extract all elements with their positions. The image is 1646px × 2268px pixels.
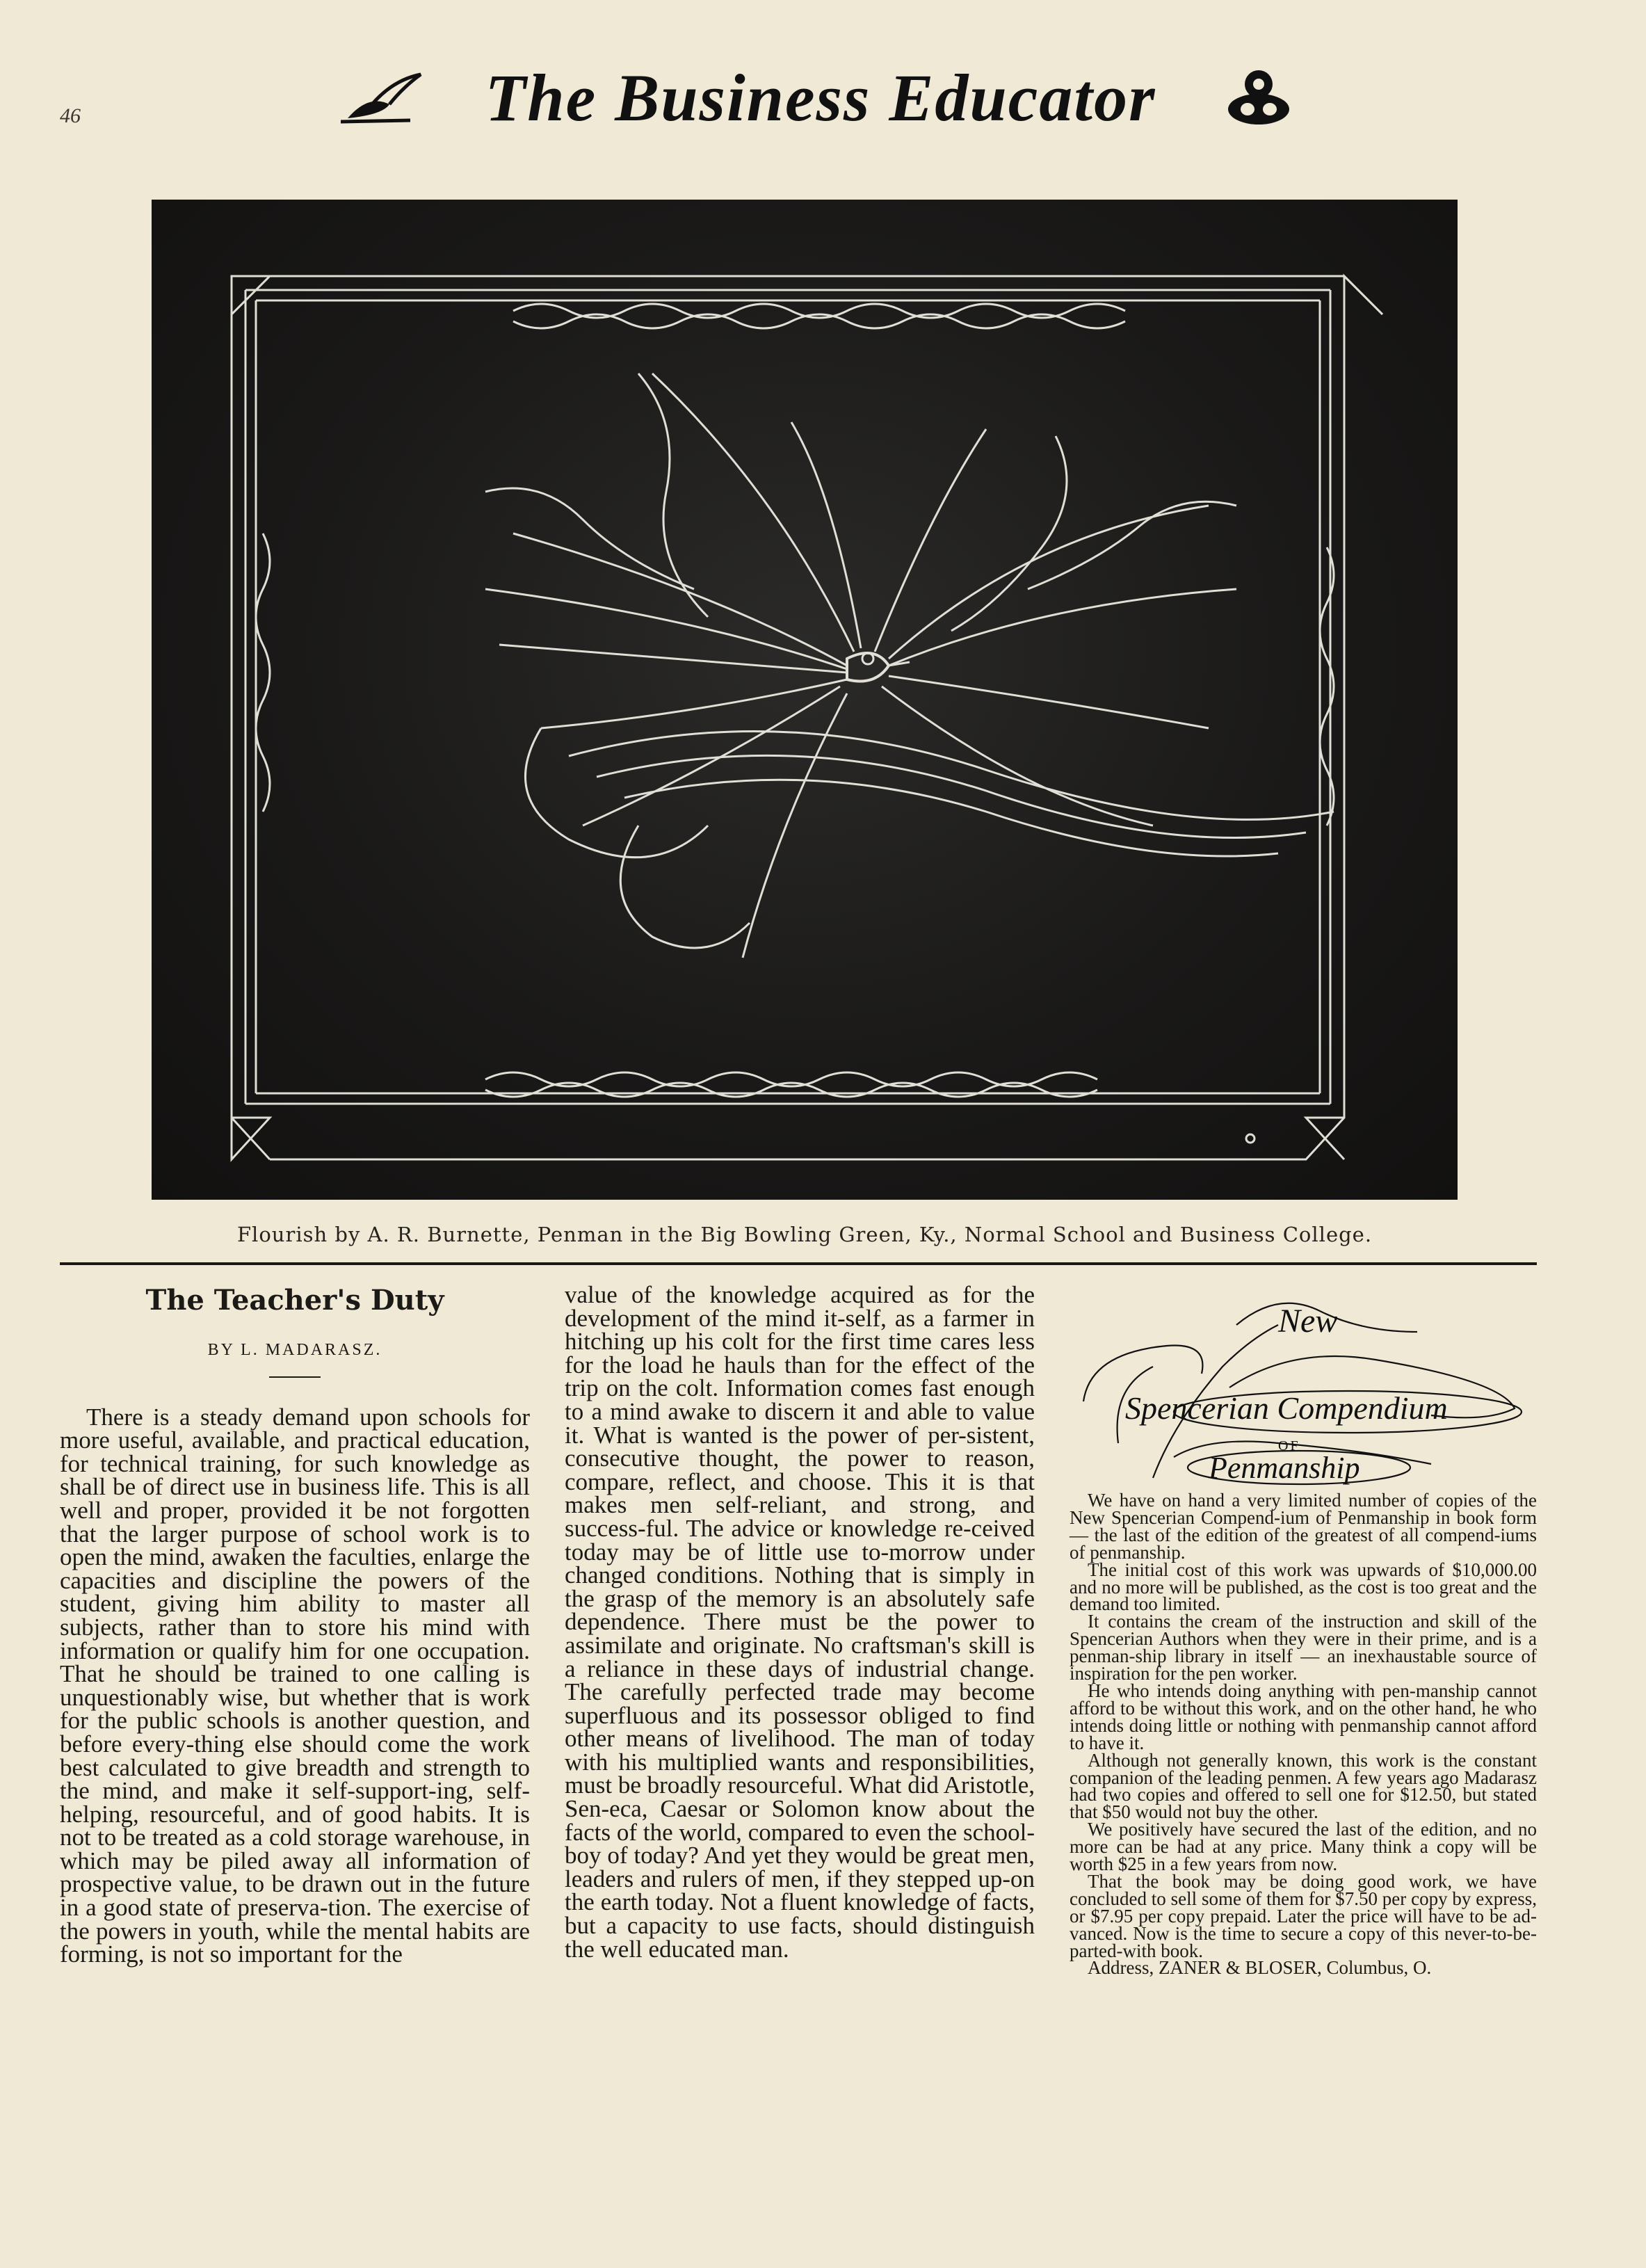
ad-paragraph: That the book may be doing good work, we have concluded to sell some of them for $7.50 per copy by express, or $7.95 per copy prepaid. Later the price will have to be ad-vanced. Now is the time to secure a copy of this never-to-be-parted-with book. (1070, 1870, 1537, 1961)
ad-heading-line-1: New (1278, 1303, 1338, 1340)
ad-paragraph: Although not generally known, this work is the constant companion of the leading penmen. A few years ago Madarasz had two copies and offered to sell one for $12.50, but stated that $50 would not buy the other. (1070, 1749, 1537, 1823)
article-paragraph: There is a steady demand upon schools for more useful, available, and practical education, for technical training, for such knowledge as shall be of direct use in business life. This is all well and proper, provided it be not forgotten that the larger purpose of school work is to open the mind, awaken the faculties, enlarge the capacities and discipline the powers of the student, giving him ability to master all subjects, rather than to store his mind with information or qualify him for one occupation. That he should be trained to one calling is unquestionably wise, but whether that is work for the public schools is another question, and before every-thing else should come the work best calculated to give breadth and strength to the mind, and make it self-support-ing, self-helping, resourceful, and of good habits. It is not to be treated as a cold storage warehouse, in which may be piled away all information of prospective value, to be drawn out in the future in a good state of preserva-tion. The exercise of the powers in youth, while the mental habits are forming, is not so important for the (60, 1403, 530, 1968)
article-column-1 (60, 1283, 530, 1966)
ad-paragraph: It contains the cream of the instruction and skill of the Spencerian Authors when they were in their prime, and is a penman-ship library in itself — an inexhaustable source of inspiration for the pen worker. (1070, 1611, 1537, 1684)
byline-rule (269, 1376, 321, 1378)
ad-address: Address, ZANER & BLOSER, Columbus, O. (1088, 1957, 1432, 1979)
ad-paragraph: We positively have secured the last of the edition, and no more can be had at any price. Many think a copy will be worth $25 in a few years from now. (1070, 1819, 1537, 1875)
article-column-2 (565, 1283, 1035, 1961)
quill-icon (341, 66, 424, 129)
emblem-icon (1217, 66, 1300, 129)
article-paragraph-continued: value of the knowledge acquired as for the development of the mind it-self, as a farmer in hitching up his colt for the first time cares less for the load he hauls than for the effect of the trip on the colt. Information comes fast enough to a mind awake to discern it and able to value it. What is wanted is the power of per-sistent, consecutive thought, the power to reason, compare, reflect, and choose. This it is that makes men self-reliant, and strong, and success-ful. The advice or knowledge re-ceived today may be of little use to-morrow under changed conditions. Nothing that is simply in the grasp of the memory is an absolutely safe dependence. There must be the power to assimilate and originate. No craftsman's skill is a reliance in these days of industrial change. The carefully perfected trade may become superfluous and its possessor obliged to find other means of livelihood. The man of today with his multiplied wants and responsibilities, must be broadly resourceful. What did Aristotle, Sen-eca, Caesar or Solomon know about the facts of the world, compared to even the school-boy of today? And yet they would be great men, leaders and rulers of men, if they stepped up-on the earth today. Not a fluent knowledge of facts, but a capacity to use facts, should distinguish the well educated man. (565, 1281, 1035, 1963)
advertisement-column (1070, 1283, 1537, 1977)
ad-heading-line-3: Penmanship (1209, 1451, 1360, 1485)
ad-heading-of: OF (1278, 1438, 1300, 1454)
advertisement-body (1070, 1492, 1537, 1977)
article-title: The Teacher's Duty (145, 1284, 444, 1317)
page-number: 46 (60, 104, 81, 127)
masthead (341, 56, 1300, 139)
ad-paragraph: We have on hand a very limited number of copies of the New Spencerian Compend-ium of Penmanship in book form — the last of the edition of the greatest of all compend-iums of penmanship. (1070, 1490, 1537, 1563)
section-divider (60, 1262, 1537, 1265)
ad-heading-line-2: Spencerian Compendium (1125, 1390, 1448, 1426)
flourish-bird-drawing (152, 200, 1458, 1200)
ad-paragraph: The initial cost of this work was upwards of $10,000.00 and no more will be published, as the cost is too great and the demand too limited. (1070, 1559, 1537, 1615)
advertisement-heading (1070, 1283, 1537, 1492)
masthead-title: The Business Educator (485, 60, 1156, 135)
article-byline: BY L. MADARASZ. (207, 1341, 382, 1359)
ad-paragraph: He who intends doing anything with pen-manship cannot afford to be without this work, and on the other hand, he who intends doing little or nothing with penmanship cannot afford to have it. (1070, 1680, 1537, 1753)
illustration-caption: Flourish by A. R. Burnette, Penman in the Big Bowling Green, Ky., Normal School and Business College. (236, 1223, 1373, 1246)
flourish-illustration (152, 200, 1458, 1200)
